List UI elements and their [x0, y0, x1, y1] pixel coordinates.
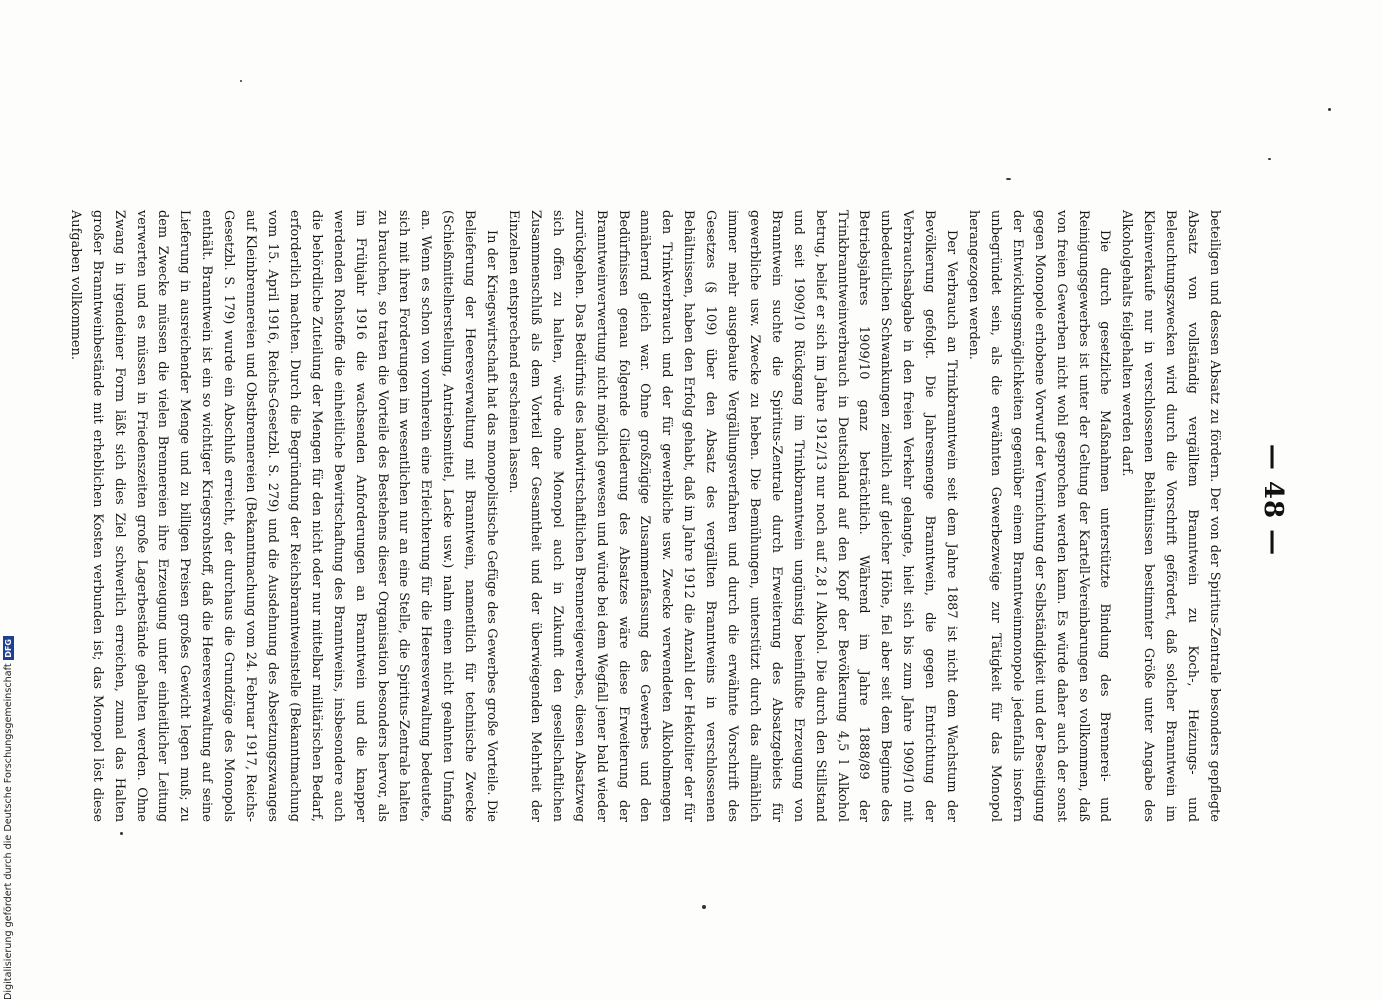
scan-speck [702, 905, 706, 909]
dfg-logo-icon: DFG [3, 636, 14, 660]
paragraph: Die durch gesetzliche Maßnahmen unterstützte Bindung des Brennerei- und Reinigungsgewerbes ist unter der Geltung der Kartell-Vereinbarungen so vollkommen, daß von freien Gewerben nicht wohl gesprochen werden kann. Es würde daher auch der sonst gegen Monopole erhobene Vorwurf der Vernichtung der Selbständigkeit und der Beseitigung der Entwicklungsmöglichkeiten gegenüber einem Branntweinmonopole jedenfalls insofern unbegründet sein, als die erwähnten Gewerbezweige zur Tätigkeit für das Monopol herangezogen werden. [966, 210, 1113, 822]
paragraph: Der Verbrauch an Trinkbranntwein seit dem Jahre 1887 ist nicht dem Wachstum der Bevölkerung gefolgt. Die Jahresmenge Branntwein, die gegen Entrichtung der Verbrauchsabgabe in den freien Verkehr gelangte, hielt sich bis zum Jahre 1909/10 mit unbedeutlichen Schwankungen ziemlich auf gleicher Höhe, fiel aber seit dem Beginne des Betriebsjahres 1909/10 ganz beträchtlich. Während im Jahre 1888/89 der Trinkbranntweinverbrauch in Deutschland auf den Kopf der Bevölkerung 4,5 l Alkohol betrug, belief er sich im Jahre 1912/13 nur noch auf 2,8 l Alkohol. Die durch den Stillstand und seit 1909/10 Rückgang im Trinkbranntwein ungünstig beeinflußte Erzeugung von Branntwein suchte die Spiritus-Zentrale durch Erweiterung des Absatzgebiets für gewerbliche usw. Zwecke zu heben. Die Bemühungen, unterstützt durch das allmählich immer mehr ausgebaute Vergällungsverfahren und durch die erwähnte Vorschrift des Gesetzes (§ 109) über den Absatz des vergällten Branntweins in verschlossenen Behältnissen, haben den Erfolg gehabt, daß im Jahre 1912 die Anzahl der Hektoliter der für den Trinkverbrauch und der für gewerbliche usw. Zwecke verwendeten Alkoholmengen annähernd gleich war. Ohne großzügige Zusammenfassung des Gewerbes und den Bedürfnissen genau folgende Gliederung des Absatzes wäre diese Erweiterung der Branntweinverwertung nicht möglich gewesen und würde bei dem Wegfall jener bald wieder zurückgehen. Das Bedürfnis des landwirtschaftlichen Brennereigewerbes, diesen Absatzweg sich offen zu halten, würde ohne Monopol auch in Zukunft den gesellschaftlichen Zusammenschluß als dem Vorteil der Gesamtheit und der überwiegenden Mehrheit der Einzelnen entsprechend erscheinen lassen. [506, 210, 960, 822]
scan-speck [240, 80, 242, 82]
credit-text: Digitalisierung gefördert durch die Deutsche Forschungsgemeinschaft [2, 663, 14, 1000]
paragraph: In der Kriegswirtschaft hat das monopolistische Gefüge des Gewerbes große Vorteile. Die Belieferung der Heeresverwaltung mit Branntwein, namentlich für technische Zwecke (Schießmittelherstellung, Antriebsmittel, Lacke usw.) nahm einen nicht geahnten Umfang an. Wenn es schon von vornherein eine Erleichterung für die Heeresverwaltung bedeutete, sich mit ihren Forderungen im wesentlichen nur an eine Stelle, die Spiritus-Zentrale halten zu brauchen, so traten die Vorteile des Bestehens dieser Organisation besonders hervor, als im Frühjahr 1916 die wachsenden Anforderungen an Branntwein und die knapper werdenden Rohstoffe die einheitliche Bewirtschaftung des Branntweins, insbesondere auch die behördliche Zuteilung der Mengen für den nicht oder nur mittelbar militärischen Bedarf, erforderlich machten. Durch die Begründung der Reichsbranntweinstelle (Bekanntmachung vom 15. April 1916, Reichs-Gesetzbl. S. 279) und die Ausdehnung des Absetzungszwanges auf Kleinbrennereien und Obstbrennereien (Bekanntmachung vom 24. Februar 1917, Reichs-Gesetzbl. S. 179) wurde ein Abschluß erreicht, der durchaus die Grundzüge des Monopols enthält. Branntwein ist ein so wichtiger Kriegsrohstoff, daß die Heeresverwaltung auf seine Lieferung in ausreichender Menge und zu billigen Preisen großes Gewicht legen muß; zu dem Zwecke müssen die vielen Brennereien ihre Erzeugung unter einheitlicher Leitung verwerten und es müssen in Friedenszeiten große Lagerbestände gehalten werden. Ohne Zwang in irgendeiner Form läßt sich dies Ziel schwerlich erreichen, zumal das Halten großer Branntweinbestände mit erheblichen Kosten verbunden ist; das Monopol löst diese Aufgaben vollkommen. [67, 210, 500, 822]
body-text [67, 210, 1225, 822]
scan-speck [1328, 108, 1331, 111]
page-number: — 48 — [1258, 443, 1288, 557]
scan-speck [120, 832, 123, 835]
scan-speck [1006, 178, 1011, 180]
paragraph: beteiligen und dessen Absatz zu fördern. Der von der Spiritus-Zentrale besonders gepflegte Absatz von vollständig vergälltem Branntwein zu Koch-, Heizungs- und Beleuchtungszwecken wird durch die Vorschrift gefördert, daß solcher Branntwein im Kleinverkaufe nur in verschlossenen Behältnissen bestimmter Größe unter Angabe des Alkoholgehalts feilgehalten werden darf. [1119, 210, 1222, 822]
scan-speck [1268, 158, 1271, 160]
digitization-credit [0, 612, 16, 1000]
